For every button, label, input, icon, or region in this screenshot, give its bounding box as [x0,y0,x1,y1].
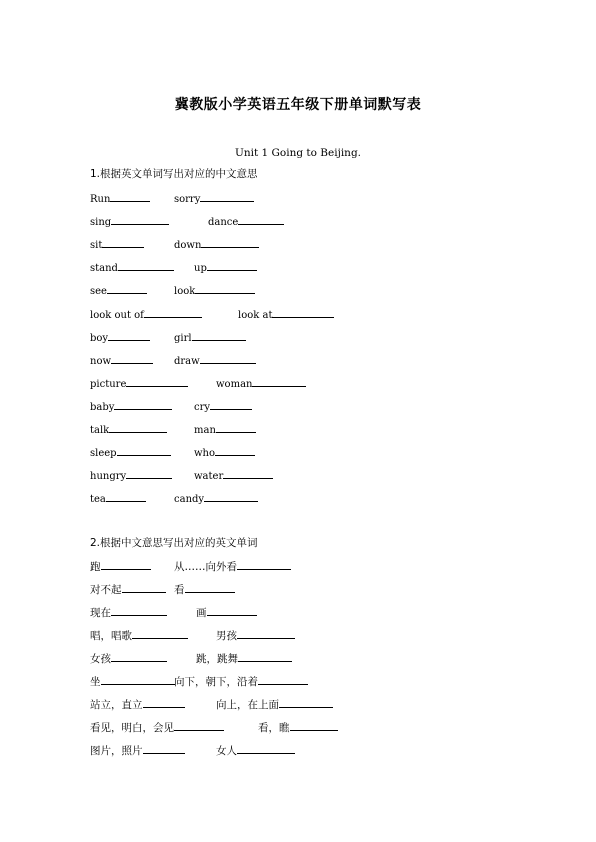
answer-blank[interactable] [252,375,306,387]
worksheet-row [90,398,510,414]
word-item [196,604,257,621]
word-label: 站立，直立 [90,699,143,711]
word-item [90,236,144,254]
worksheet-row [90,306,510,322]
word-label: 男孩 [216,630,237,642]
answer-blank[interactable] [238,650,292,662]
worksheet-row [90,329,510,345]
answer-blank[interactable] [144,306,202,318]
worksheet-row [90,719,510,735]
word-label: cry [194,401,211,413]
answer-blank[interactable] [174,719,224,731]
word-label: 坐 [90,676,101,688]
answer-blank[interactable] [207,604,257,616]
word-item [194,444,255,462]
worksheet-row [90,581,510,597]
word-label: draw [174,355,200,367]
worksheet-row [90,650,510,666]
word-item [174,558,291,575]
answer-blank[interactable] [272,306,334,318]
word-item [90,581,166,598]
worksheet-row [90,558,510,574]
word-item [90,673,175,690]
word-item [174,490,258,508]
worksheet-row [90,467,510,483]
answer-blank[interactable] [210,398,252,410]
word-item [174,190,254,208]
word-label: woman [216,378,253,390]
word-item [90,375,188,393]
word-item [194,259,257,277]
word-item [174,673,308,690]
answer-blank[interactable] [143,696,185,708]
answer-blank[interactable] [200,190,254,202]
word-item [194,398,252,416]
answer-blank[interactable] [132,627,188,639]
word-item [194,421,256,439]
worksheet-row [90,213,510,229]
word-label: tea [90,494,106,506]
word-label: 跑 [90,561,101,573]
worksheet-row [90,490,510,506]
word-item [90,444,171,462]
answer-blank[interactable] [223,467,273,479]
word-label: 看见，明白，会见 [90,722,174,734]
word-label: talk [90,425,110,436]
word-label: boy [90,332,109,344]
word-label: look [174,286,196,298]
word-item [90,329,150,347]
worksheet-row [90,259,510,275]
word-item [216,627,295,644]
word-item [90,213,169,231]
word-label: 向上，在上面 [216,699,279,711]
worksheet-row [90,673,510,689]
answer-blank[interactable] [102,236,144,248]
answer-blank[interactable] [126,375,188,387]
word-label: down [174,240,202,252]
worksheet-row [90,444,510,460]
word-item [216,696,333,713]
word-item [196,650,292,667]
unit-title: Unit 1 Going to Beijing. [234,147,362,159]
answer-blank[interactable] [111,352,153,364]
word-item [216,742,295,759]
word-label: sing [90,217,112,229]
worksheet-row [90,375,510,391]
word-label: sorry [174,194,201,205]
page-title: 冀教版小学英语五年级下册单词默写表 [174,97,422,113]
word-item [90,282,147,300]
word-item [174,236,259,254]
word-label: look out of [90,309,144,321]
answer-blank[interactable] [143,742,185,754]
word-item [238,306,334,324]
word-label: Run [90,194,111,205]
section2-heading: 2.根据中文意思写出对应的英文单词 [90,537,258,549]
word-item [208,213,284,231]
word-item [174,581,235,598]
word-label: baby [90,401,115,413]
answer-blank[interactable] [258,673,308,685]
word-item [90,742,185,759]
answer-blank[interactable] [106,490,146,502]
answer-blank[interactable] [290,719,338,731]
answer-blank[interactable] [195,282,255,294]
word-item [90,421,167,439]
word-label: 画 [196,607,207,619]
word-item [90,696,185,713]
answer-blank[interactable] [109,421,167,433]
word-label: 跳，跳舞 [196,653,238,665]
answer-blank[interactable] [126,467,172,479]
word-item [90,190,150,208]
answer-blank[interactable] [201,236,259,248]
word-item [174,352,256,370]
word-item [90,719,224,736]
word-item [90,306,202,324]
word-label: water [194,471,224,483]
answer-blank[interactable] [108,329,150,341]
word-label: see [90,286,107,298]
worksheet-row [90,236,510,252]
worksheet-row [90,190,510,206]
answer-blank[interactable] [118,259,174,271]
word-label: 看，瞧 [258,722,290,734]
word-item [90,490,146,508]
worksheet-row [90,742,510,758]
answer-blank[interactable] [200,352,256,364]
section1-heading: 1.根据英文单词写出对应的中文意思 [90,168,258,180]
worksheet-row [90,352,510,368]
worksheet-row [90,604,510,620]
word-item [216,375,306,393]
word-label: picture [90,378,127,390]
answer-blank[interactable] [117,444,171,456]
word-item [90,604,167,621]
word-label: look at [238,309,273,321]
word-item [90,467,172,485]
word-item [90,627,188,644]
word-label: dance [208,217,239,229]
word-item [90,259,174,277]
word-label: 看 [174,584,185,596]
word-item [90,558,151,575]
answer-blank[interactable] [237,558,291,570]
answer-blank[interactable] [237,742,295,754]
answer-blank[interactable] [237,627,295,639]
answer-blank[interactable] [107,282,147,294]
word-label: 向下，朝下，沿着 [174,676,258,688]
answer-blank[interactable] [204,490,258,502]
answer-blank[interactable] [216,421,256,433]
answer-blank[interactable] [101,558,151,570]
answer-blank[interactable] [185,581,235,593]
worksheet-row [90,696,510,712]
word-label: who [194,448,216,460]
answer-blank[interactable] [192,329,246,341]
word-label: sleep [90,448,117,460]
word-item [174,282,255,300]
word-item [90,650,167,667]
word-item [90,398,172,416]
worksheet-row [90,282,510,298]
word-label: up [194,263,207,275]
word-item [194,467,273,485]
word-label: man [194,425,216,436]
answer-blank[interactable] [110,190,150,202]
word-label: 现在 [90,607,111,619]
answer-blank[interactable] [122,581,166,593]
worksheet-row [90,627,510,643]
answer-blank[interactable] [111,604,167,616]
worksheet-row [90,421,510,437]
word-label: 女人 [216,745,237,757]
answer-blank[interactable] [279,696,333,708]
word-label: stand [90,263,118,275]
answer-blank[interactable] [207,259,257,271]
word-label: 唱，唱歌 [90,630,132,642]
word-item [258,719,338,736]
answer-blank[interactable] [238,213,284,225]
word-item [174,329,246,347]
word-label: 女孩 [90,653,111,665]
word-label: 图片，照片 [90,745,143,757]
answer-blank[interactable] [111,213,169,225]
word-label: now [90,355,112,367]
word-label: girl [174,332,192,344]
word-label: hungry [90,471,127,483]
word-label: sit [90,240,103,252]
answer-blank[interactable] [101,673,175,685]
answer-blank[interactable] [111,650,167,662]
answer-blank[interactable] [114,398,172,410]
word-label: candy [174,494,205,506]
word-label: 从……向外看 [174,561,237,573]
word-item [90,352,153,370]
answer-blank[interactable] [215,444,255,456]
word-label: 对不起 [90,584,122,596]
